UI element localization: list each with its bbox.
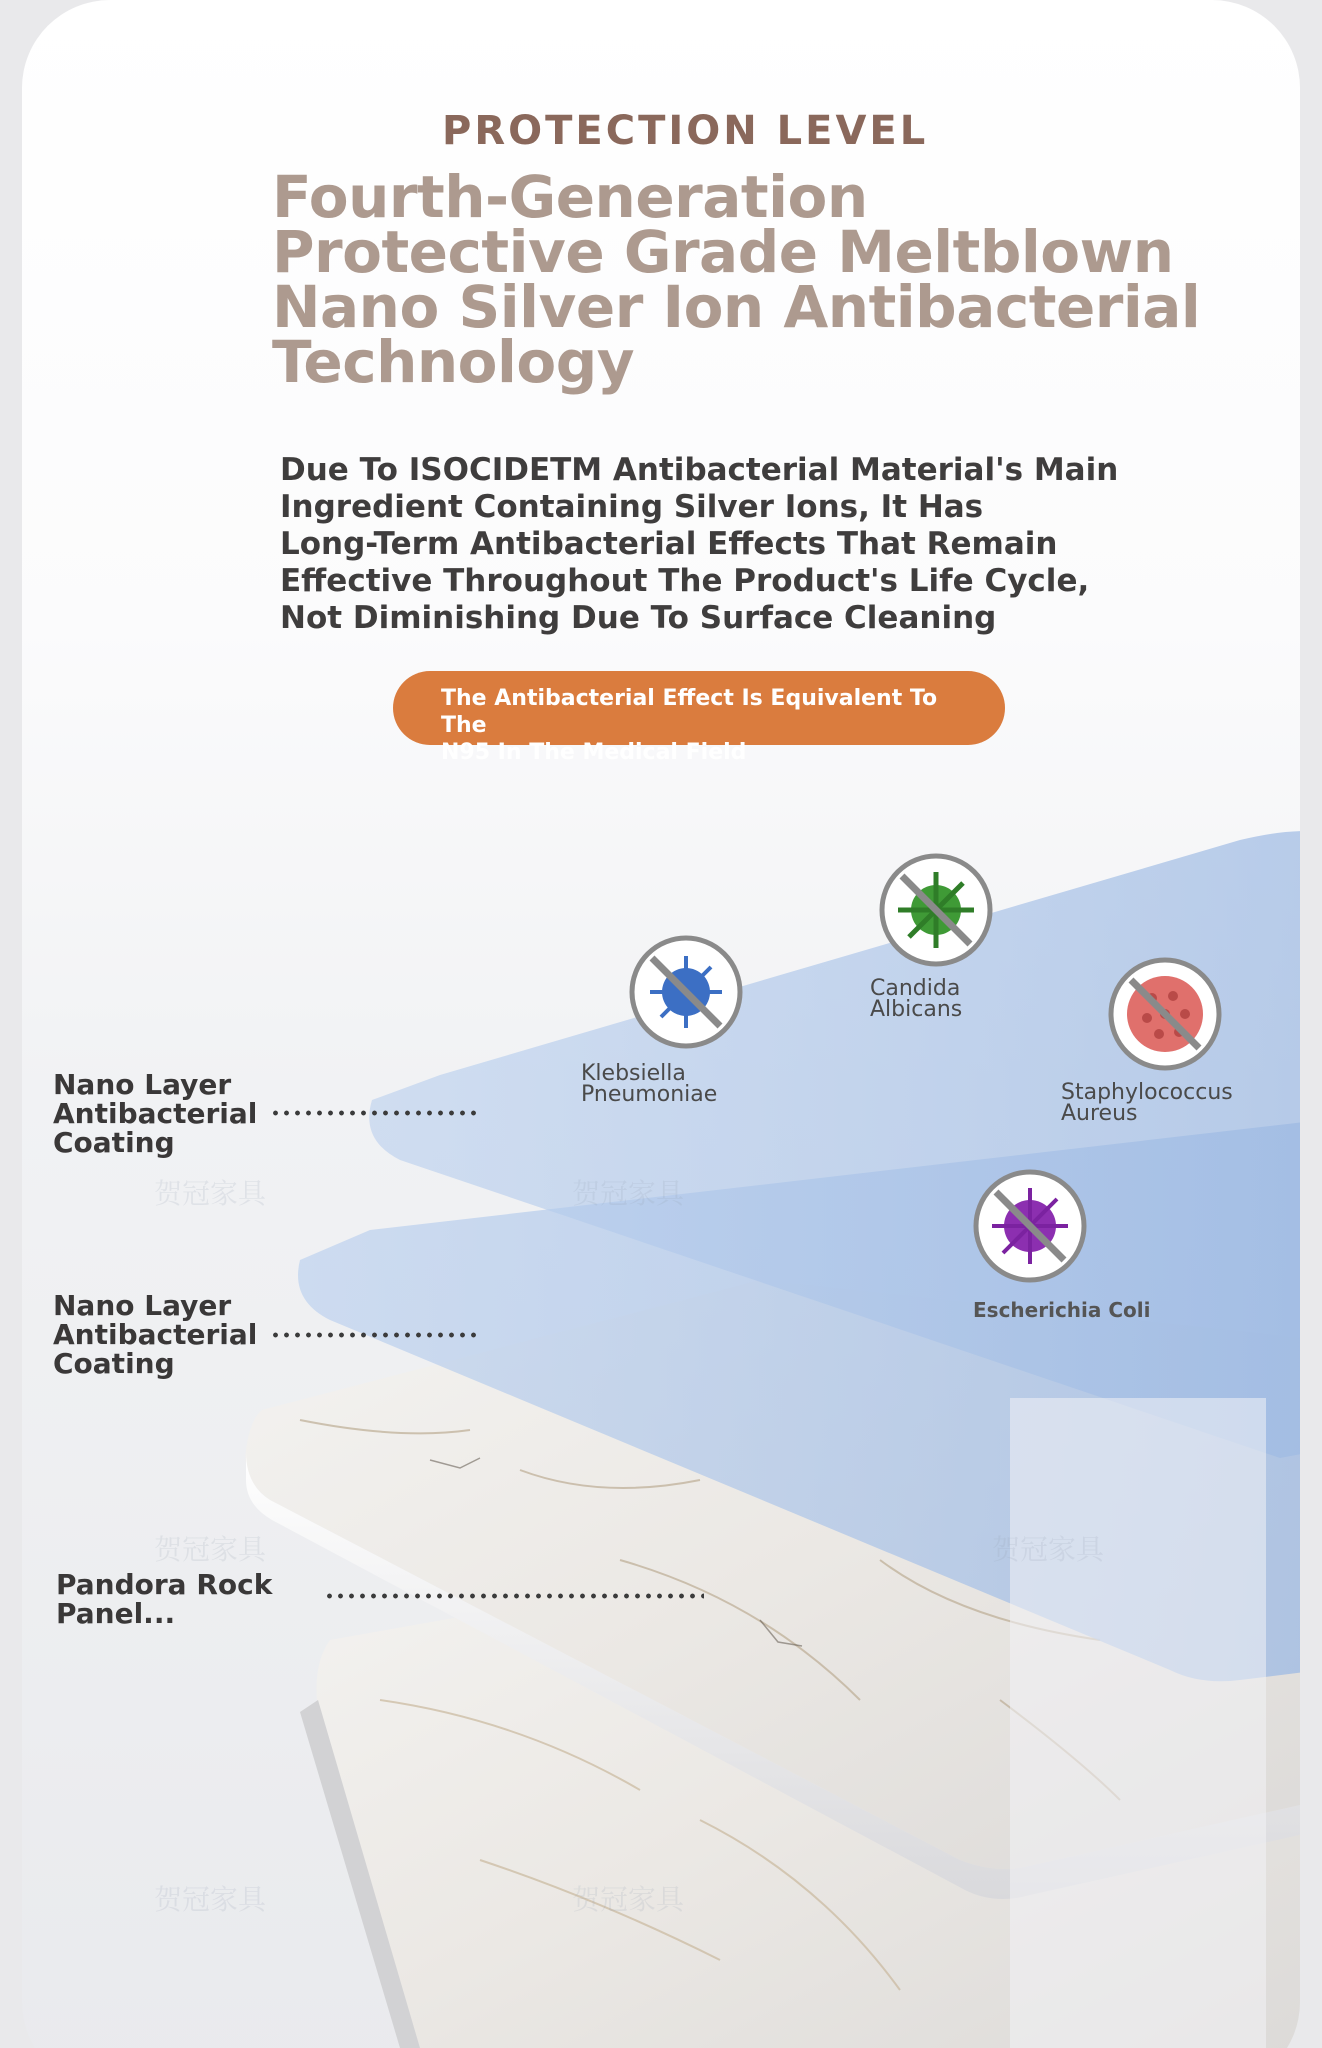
bacteria-label-line: Albicans <box>870 997 963 1022</box>
bacteria-label-klebsiella <box>581 1063 717 1105</box>
bacteria-label-line: Pneumoniae <box>581 1082 718 1107</box>
layer-label-line: Antibacterial <box>53 1318 258 1351</box>
bacteria-label-line: Escherichia Coli <box>973 1298 1151 1322</box>
n95-badge <box>393 671 1005 765</box>
watermark: 贺冠家具 <box>572 1177 685 1210</box>
bacteria-label-line: Candida <box>870 976 961 1001</box>
content-card <box>22 0 1300 2048</box>
description-line: Due To ISOCIDETM Antibacterial Material's Main <box>280 452 1119 488</box>
headline-line: Technology <box>272 328 635 396</box>
bacteria-label-staphylococcus <box>1061 1082 1233 1124</box>
layer-label-line: Coating <box>53 1347 175 1380</box>
watermark: 贺冠家具 <box>992 1533 1105 1566</box>
layer-label-rock-panel <box>56 1570 316 1628</box>
description-line: Ingredient Containing Silver Ions, It Has <box>280 489 984 525</box>
leader-dots <box>270 1110 482 1116</box>
section-eyebrow: PROTECTION LEVEL <box>442 108 929 154</box>
leader-dots <box>270 1332 482 1338</box>
candida-icon <box>878 852 994 968</box>
layer-label-line: Coating <box>53 1126 175 1159</box>
headline-line: Protective Grade Meltblown <box>272 218 1174 286</box>
staphylococcus-icon <box>1107 956 1223 1072</box>
table-leg <box>1010 1398 1266 2048</box>
watermark: 贺冠家具 <box>154 1883 267 1916</box>
klebsiella-icon <box>628 934 744 1050</box>
bacteria-label-candida <box>870 978 962 1020</box>
description <box>280 452 1140 637</box>
headline-line: Fourth-Generation <box>272 163 868 231</box>
bacteria-label-line: Staphylococcus <box>1061 1080 1233 1105</box>
layer-label-line: Pandora Rock <box>56 1568 273 1601</box>
watermark: 贺冠家具 <box>572 1883 685 1916</box>
layer-label-line: Nano Layer <box>53 1068 232 1101</box>
description-line: Long-Term Antibacterial Effects That Remain <box>280 526 1058 562</box>
leader-dots <box>324 1593 704 1599</box>
ecoli-icon <box>972 1168 1088 1284</box>
page-headline <box>272 163 1232 396</box>
bacteria-label-line: Klebsiella <box>581 1061 686 1086</box>
bacteria-label-line: Aureus <box>1061 1101 1138 1126</box>
watermark: 贺冠家具 <box>154 1533 267 1566</box>
layer-label-line: Nano Layer <box>53 1289 232 1322</box>
layer-label-line: Panel... <box>56 1597 176 1630</box>
bacteria-label-ecoli <box>973 1300 1150 1321</box>
description-line: Effective Throughout The Product's Life Cycle, <box>280 563 1090 599</box>
watermark: 贺冠家具 <box>154 1177 267 1210</box>
badge-line: N95 In The Medical Field <box>441 740 747 765</box>
description-line: Not Diminishing Due To Surface Cleaning <box>280 600 997 636</box>
headline-line: Nano Silver Ion Antibacterial <box>272 273 1201 341</box>
badge-line: The Antibacterial Effect Is Equivalent To The <box>441 686 938 738</box>
layer-label-line: Antibacterial <box>53 1097 258 1130</box>
